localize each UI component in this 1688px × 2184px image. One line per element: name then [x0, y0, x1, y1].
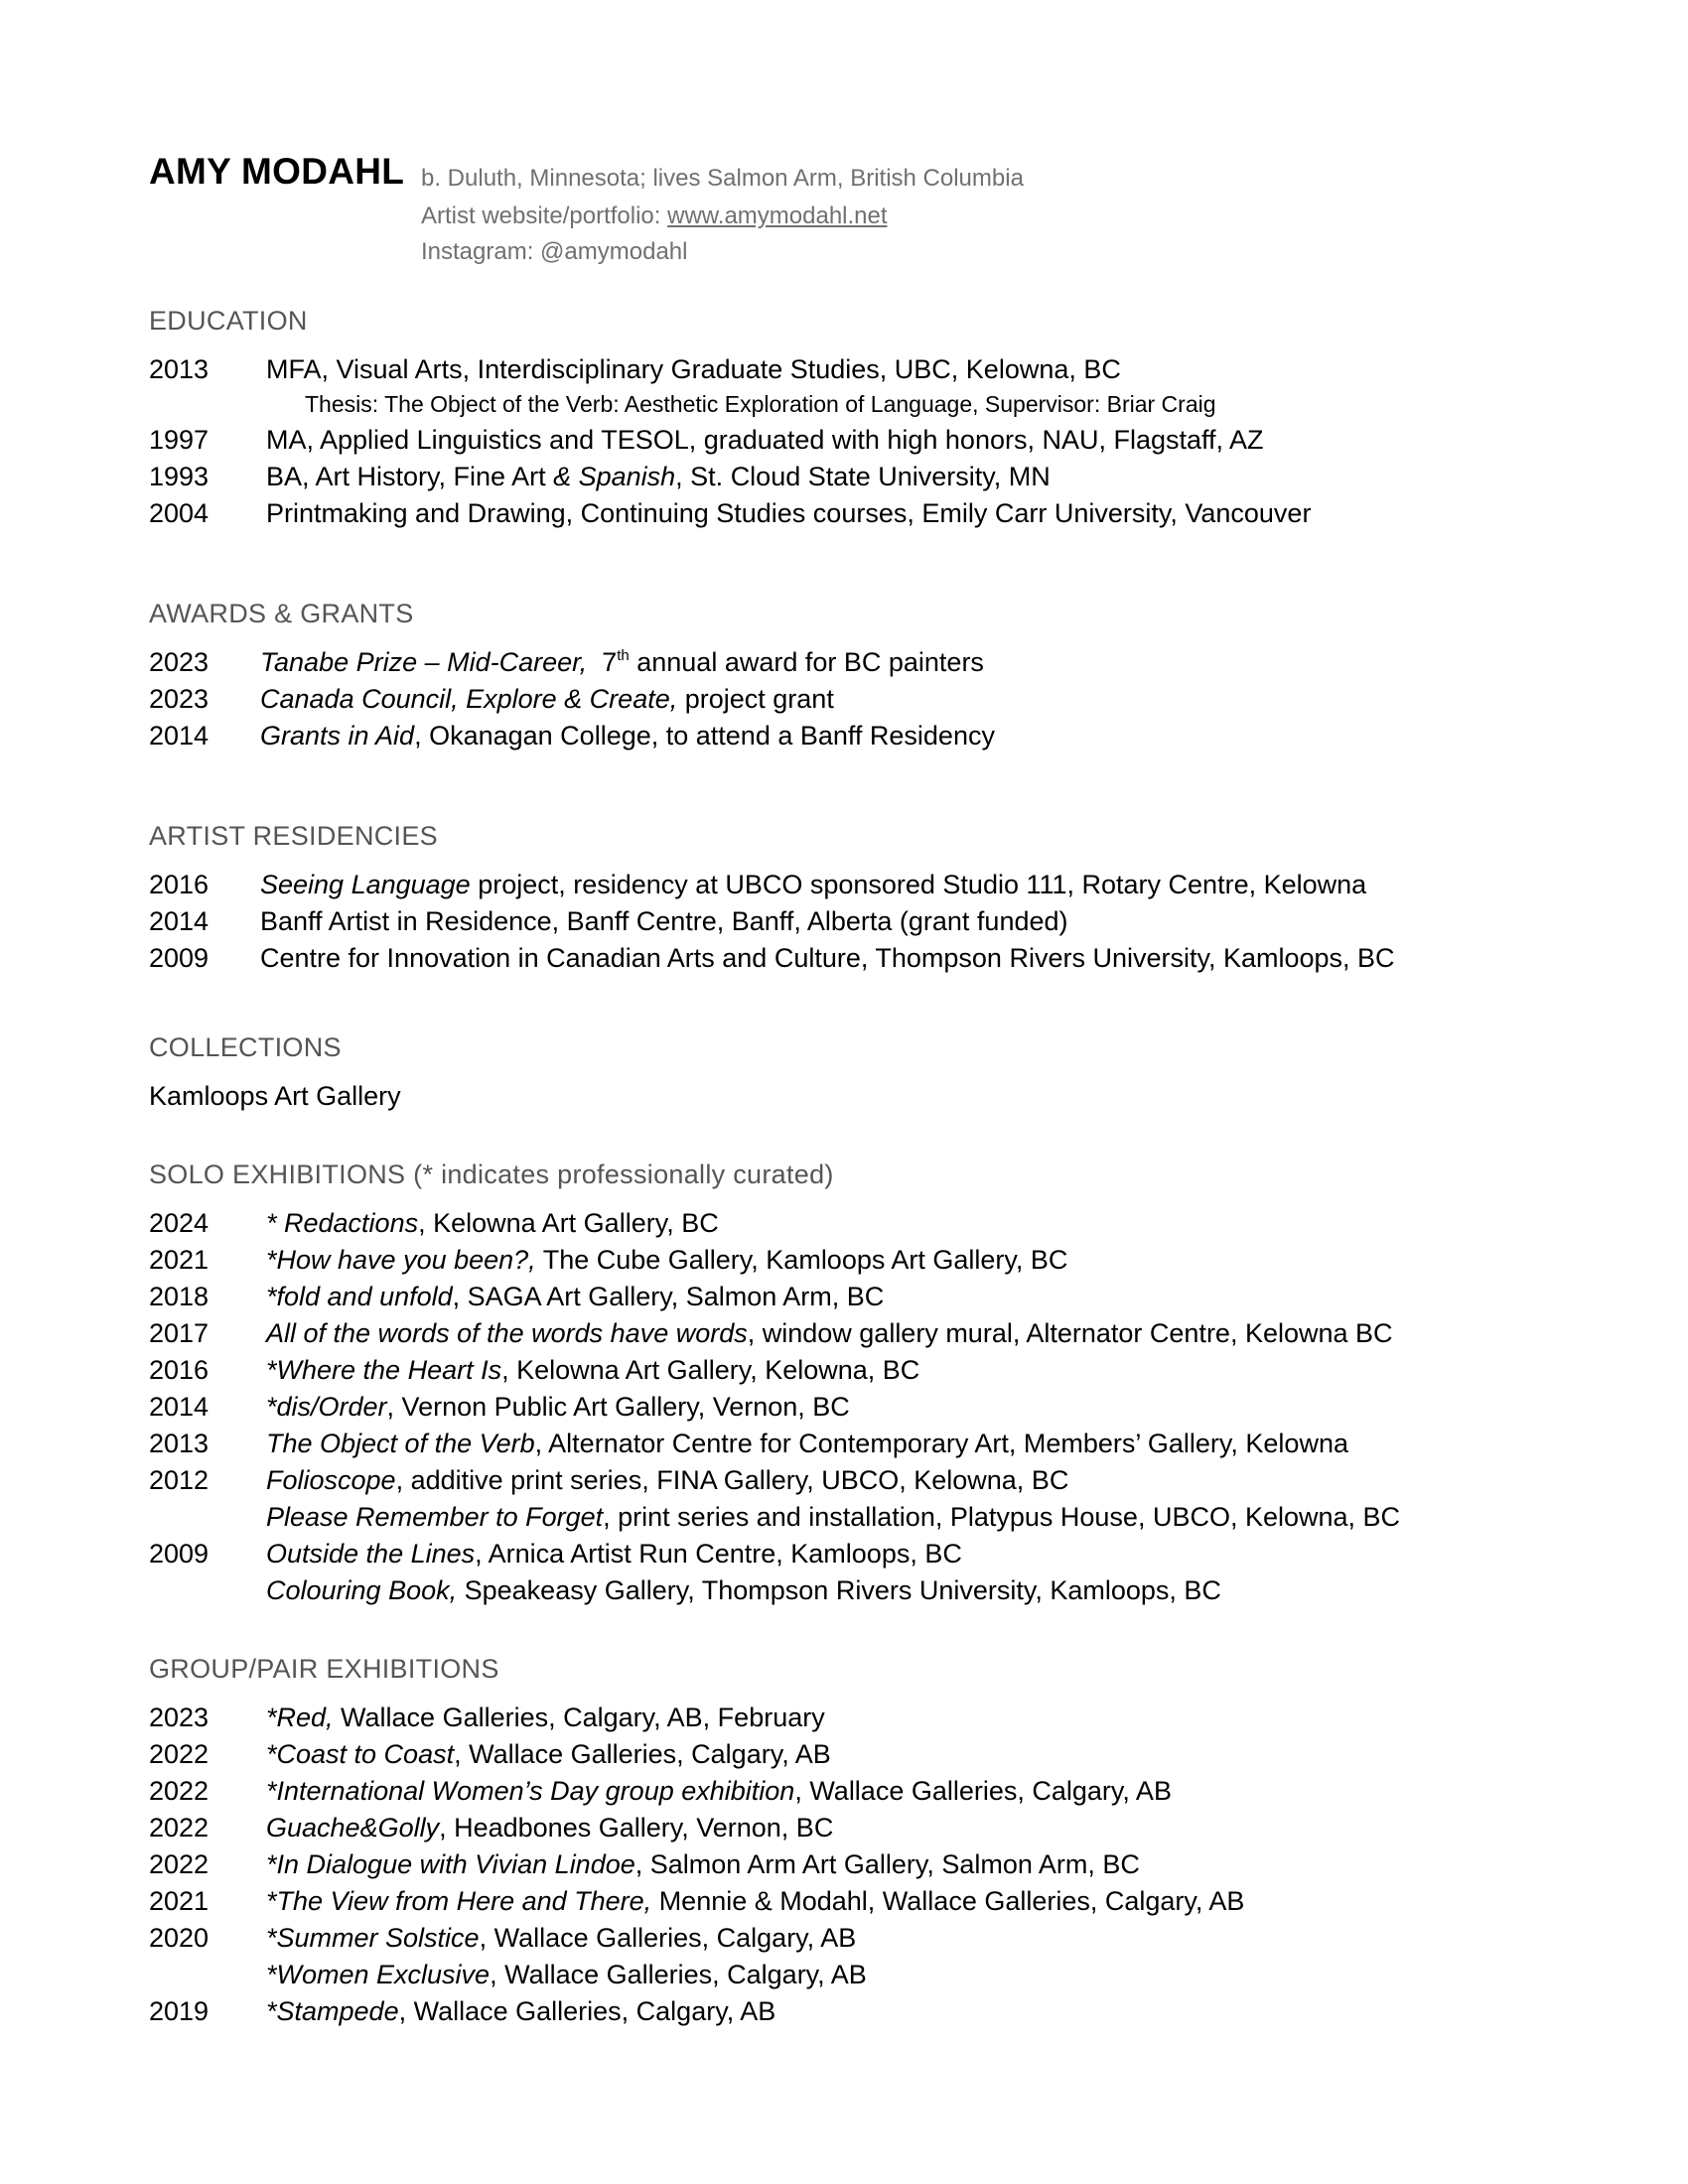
education-row	[149, 425, 1559, 462]
solo-heading	[149, 1160, 1559, 1208]
exhibition-title: *How have you been?,	[266, 1245, 536, 1275]
group-exhibition-row	[149, 1739, 1559, 1776]
cv-page	[149, 151, 1559, 2033]
exhibition-text	[266, 1703, 825, 1733]
group-section	[149, 1654, 1559, 2033]
solo-section	[149, 1160, 1559, 1612]
group-exhibition-row	[149, 1813, 1559, 1849]
solo-list	[149, 1208, 1559, 1612]
exhibition-year: 2022	[149, 1813, 210, 1843]
exhibition-venue: , Wallace Galleries, Calgary, AB	[398, 1996, 776, 2026]
exhibition-text	[266, 1392, 850, 1423]
education-year: 1997	[149, 425, 210, 455]
exhibition-venue: , Wallace Galleries, Calgary, AB	[794, 1776, 1172, 1806]
residency-row	[149, 870, 1559, 906]
exhibition-text	[266, 1318, 1393, 1349]
award-ordinal: 7	[602, 647, 618, 677]
education-thesis: Thesis: The Object of the Verb: Aesthetic Exploration of Language, Supervisor: Briar Craig	[305, 391, 1216, 417]
residency-desc: project, residency at UBCO sponsored Studio 111, Rotary Centre, Kelowna	[470, 870, 1367, 899]
award-row	[149, 721, 1559, 757]
exhibition-year: 2021	[149, 1245, 210, 1275]
exhibition-venue: The Cube Gallery, Kamloops Art Gallery, BC	[535, 1245, 1068, 1275]
award-title: Grants in Aid	[260, 721, 415, 751]
education-year: 2013	[149, 354, 210, 384]
exhibition-year: 2021	[149, 1886, 210, 1916]
education-year: 2004	[149, 498, 210, 528]
exhibition-venue: , window gallery mural, Alternator Centre, Kelowna BC	[747, 1318, 1393, 1348]
education-row	[149, 462, 1559, 498]
education-text: Printmaking and Drawing, Continuing Studies courses, Emily Carr University, Vancouver	[266, 498, 1312, 528]
exhibition-venue: , Wallace Galleries, Calgary, AB	[479, 1923, 857, 1953]
exhibition-year: 2019	[149, 1996, 210, 2026]
exhibition-venue: , Alternator Centre for Contemporary Art, Members’ Gallery, Kelowna	[534, 1429, 1348, 1458]
education-text: MFA, Visual Arts, Interdisciplinary Graduate Studies, UBC, Kelowna, BC	[266, 354, 1121, 384]
group-exhibition-row	[149, 1886, 1559, 1923]
award-desc: , Okanagan College, to attend a Banff Residency	[414, 721, 995, 751]
education-row	[149, 354, 1559, 391]
exhibition-venue: Wallace Galleries, Calgary, AB, February	[333, 1703, 825, 1732]
education-text: MA, Applied Linguistics and TESOL, graduated with high honors, NAU, Flagstaff, AZ	[266, 425, 1264, 455]
award-text	[260, 684, 834, 715]
exhibition-venue: Mennie & Modahl, Wallace Galleries, Calgary, AB	[651, 1886, 1245, 1916]
exhibition-year: 2012	[149, 1465, 210, 1495]
awards-heading: AWARDS & GRANTS	[149, 599, 414, 628]
exhibition-text	[266, 1245, 1067, 1276]
solo-exhibition-row	[149, 1392, 1559, 1429]
exhibition-title: Guache&Golly	[266, 1813, 440, 1843]
exhibition-title: *Stampede	[266, 1996, 399, 2026]
exhibition-text	[266, 1849, 1140, 1880]
exhibition-text	[266, 1776, 1172, 1807]
exhibition-venue: , Wallace Galleries, Calgary, AB	[454, 1739, 831, 1769]
exhibition-text	[266, 1960, 867, 1990]
exhibition-text	[266, 1465, 1068, 1496]
exhibition-title: Folioscope	[266, 1465, 396, 1495]
residency-year: 2009	[149, 943, 210, 973]
award-title: Tanabe Prize – Mid-Career,	[260, 647, 588, 677]
exhibition-text	[266, 1208, 719, 1239]
solo-title: SOLO EXHIBITIONS	[149, 1160, 414, 1189]
exhibition-venue: , additive print series, FINA Gallery, UBCO, Kelowna, BC	[395, 1465, 1069, 1495]
residencies-heading: ARTIST RESIDENCIES	[149, 821, 438, 851]
group-exhibition-row	[149, 1776, 1559, 1813]
exhibition-title: *fold and unfold	[266, 1282, 453, 1311]
exhibition-title: *dis/Order	[266, 1392, 387, 1422]
award-ordinal-suffix: th	[617, 647, 630, 664]
award-text	[260, 647, 984, 678]
exhibition-year: 2022	[149, 1849, 210, 1879]
education-text-italic: & Spanish	[553, 462, 676, 491]
exhibition-year: 2022	[149, 1739, 210, 1769]
group-exhibition-row	[149, 1703, 1559, 1739]
website-label: Artist website/portfolio:	[421, 203, 668, 229]
education-text-part: BA, Art History, Fine Art	[266, 462, 554, 491]
exhibition-year: 2017	[149, 1318, 210, 1348]
exhibition-venue: , Salmon Arm Art Gallery, Salmon Arm, BC	[634, 1849, 1140, 1879]
residency-year: 2014	[149, 906, 210, 936]
residency-title: Seeing Language	[260, 870, 471, 899]
education-row	[149, 498, 1559, 535]
exhibition-year: 2024	[149, 1208, 210, 1238]
exhibition-title: *Red,	[266, 1703, 334, 1732]
group-exhibition-row	[149, 1996, 1559, 2033]
website-line	[421, 203, 888, 230]
exhibition-text	[266, 1739, 831, 1770]
exhibition-venue: Speakeasy Gallery, Thompson Rivers University, Kamloops, BC	[457, 1575, 1221, 1605]
exhibition-year: 2022	[149, 1776, 210, 1806]
instagram-line: Instagram: @amymodahl	[421, 238, 688, 265]
solo-exhibition-row	[149, 1355, 1559, 1392]
award-year: 2023	[149, 647, 210, 677]
exhibition-title: *In Dialogue with Vivian Lindoe	[266, 1849, 635, 1879]
exhibition-venue: , SAGA Art Gallery, Salmon Arm, BC	[452, 1282, 885, 1311]
exhibition-venue: , Kelowna Art Gallery, Kelowna, BC	[501, 1355, 920, 1385]
award-row	[149, 647, 1559, 684]
exhibition-text	[266, 1996, 775, 2027]
exhibition-venue: , Arnica Artist Run Centre, Kamloops, BC	[475, 1539, 962, 1569]
group-heading: GROUP/PAIR EXHIBITIONS	[149, 1654, 499, 1684]
collections-heading: COLLECTIONS	[149, 1032, 342, 1062]
education-section	[149, 306, 1559, 535]
solo-exhibition-row	[149, 1429, 1559, 1465]
exhibition-title: *Women Exclusive	[266, 1960, 491, 1989]
group-exhibition-row	[149, 1923, 1559, 1960]
award-text	[260, 721, 995, 751]
award-year: 2023	[149, 684, 210, 714]
artist-name: AMY MODAHL	[149, 151, 405, 192]
group-exhibition-row	[149, 1849, 1559, 1886]
award-desc: annual award for BC painters	[629, 647, 984, 677]
exhibition-year: 2023	[149, 1703, 210, 1732]
exhibition-title: *Coast to Coast	[266, 1739, 455, 1769]
solo-exhibition-row	[149, 1539, 1559, 1575]
residencies-section	[149, 821, 1559, 980]
residency-row	[149, 943, 1559, 980]
award-row	[149, 684, 1559, 721]
group-list	[149, 1703, 1559, 2033]
exhibition-text	[266, 1886, 1244, 1917]
solo-exhibition-row	[149, 1282, 1559, 1318]
award-desc: project grant	[677, 684, 834, 714]
collection-item: Kamloops Art Gallery	[149, 1081, 401, 1111]
exhibition-title: Outside the Lines	[266, 1539, 476, 1569]
exhibition-title: The Object of the Verb	[266, 1429, 535, 1458]
solo-exhibition-row	[149, 1318, 1559, 1355]
exhibition-title: All of the words of the words have words	[266, 1318, 748, 1348]
solo-exhibition-row	[149, 1465, 1559, 1502]
solo-exhibition-row	[149, 1208, 1559, 1245]
exhibition-text	[266, 1282, 884, 1312]
birth-residence-line: b. Duluth, Minnesota; lives Salmon Arm, British Columbia	[421, 165, 1024, 192]
exhibition-text	[266, 1575, 1221, 1606]
cv-header	[149, 151, 1559, 270]
solo-exhibition-row	[149, 1245, 1559, 1282]
residency-row	[149, 906, 1559, 943]
solo-exhibition-row	[149, 1502, 1559, 1539]
exhibition-year: 2016	[149, 1355, 210, 1385]
awards-section	[149, 599, 1559, 757]
exhibition-text	[266, 1813, 833, 1843]
exhibition-title: Colouring Book,	[266, 1575, 458, 1605]
group-exhibition-row	[149, 1960, 1559, 1996]
residency-text: Centre for Innovation in Canadian Arts and Culture, Thompson Rivers University, Kamloops, BC	[260, 943, 1395, 973]
education-heading: EDUCATION	[149, 306, 308, 336]
exhibition-venue: , Wallace Galleries, Calgary, AB	[490, 1960, 867, 1989]
exhibition-text	[266, 1429, 1348, 1459]
exhibition-venue: , Headbones Gallery, Vernon, BC	[439, 1813, 834, 1843]
exhibition-year: 2009	[149, 1539, 210, 1569]
exhibition-year: 2020	[149, 1923, 210, 1953]
website-link[interactable]: www.amymodahl.net	[667, 203, 888, 229]
exhibition-venue: , print series and installation, Platypus House, UBCO, Kelowna, BC	[603, 1502, 1401, 1532]
exhibition-title: *Where the Heart Is	[266, 1355, 502, 1385]
exhibition-title: * Redactions	[266, 1208, 419, 1238]
collections-section	[149, 1032, 1559, 1118]
exhibition-year: 2018	[149, 1282, 210, 1311]
exhibition-text	[266, 1539, 962, 1570]
exhibition-text	[266, 1502, 1400, 1533]
residency-text: Banff Artist in Residence, Banff Centre, Banff, Alberta (grant funded)	[260, 906, 1068, 936]
education-year: 1993	[149, 462, 210, 491]
award-title: Canada Council, Explore & Create,	[260, 684, 678, 714]
exhibition-title: Please Remember to Forget	[266, 1502, 604, 1532]
exhibition-title: *International Women’s Day group exhibition	[266, 1776, 795, 1806]
exhibition-venue: , Vernon Public Art Gallery, Vernon, BC	[386, 1392, 850, 1422]
exhibition-venue: , Kelowna Art Gallery, BC	[418, 1208, 719, 1238]
exhibition-title: *Summer Solstice	[266, 1923, 480, 1953]
exhibition-text	[266, 1923, 856, 1954]
education-text-part: , St. Cloud State University, MN	[675, 462, 1051, 491]
education-text	[266, 462, 1051, 492]
award-year: 2014	[149, 721, 210, 751]
exhibition-text	[266, 1355, 919, 1386]
exhibition-title: *The View from Here and There,	[266, 1886, 652, 1916]
exhibition-year: 2013	[149, 1429, 210, 1458]
residency-text	[260, 870, 1366, 900]
residency-year: 2016	[149, 870, 210, 899]
exhibition-year: 2014	[149, 1392, 210, 1422]
solo-note: (* indicates professionally curated)	[413, 1160, 834, 1189]
solo-exhibition-row	[149, 1575, 1559, 1612]
